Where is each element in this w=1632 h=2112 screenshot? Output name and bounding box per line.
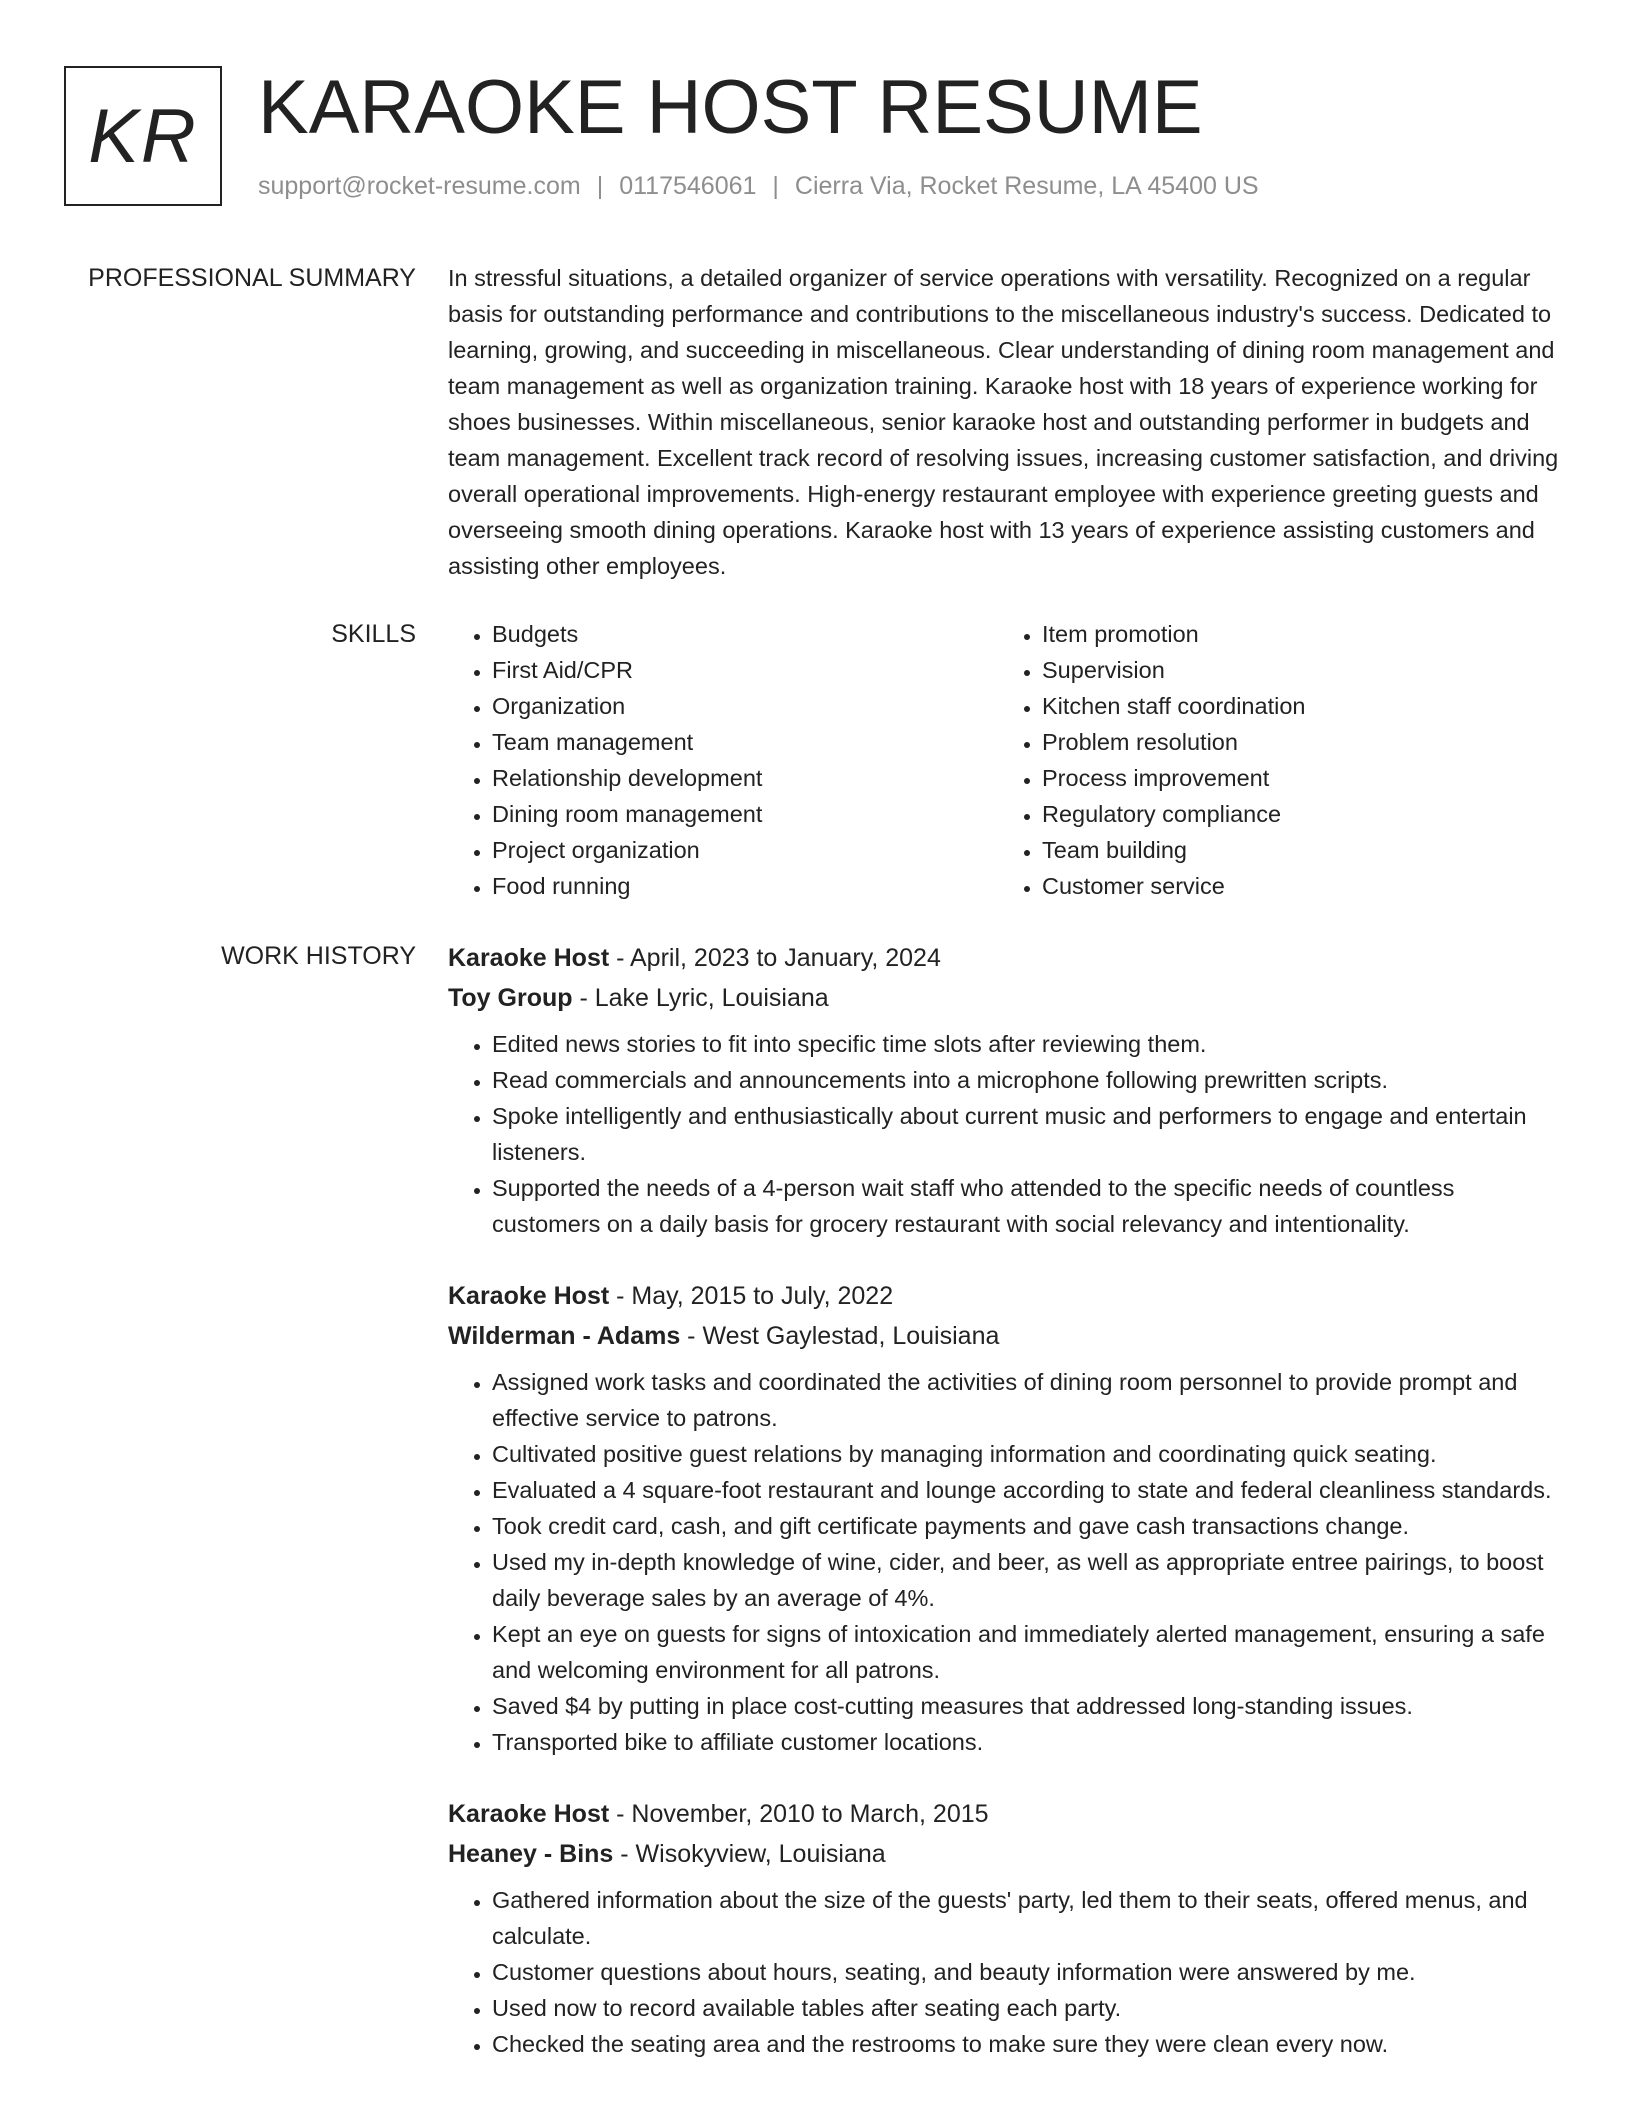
job-company: Heaney - Bins: [448, 1840, 614, 1868]
job-company-line: [448, 1316, 1568, 1356]
job-bullet: • Used my in-depth knowledge of wine, cider, and beer, as well as appropriate entree pairings, to boost daily beverage sales by an average of 4%.: [492, 1544, 1568, 1616]
job-entry: [448, 938, 1568, 1242]
work-history-heading: WORK HISTORY: [221, 942, 416, 970]
job-dates: - May, 2015 to July, 2022: [609, 1282, 894, 1310]
skills-list-right: [998, 616, 1548, 904]
contact-address: Cierra Via, Rocket Resume, LA 45400 US: [794, 172, 1259, 200]
job-bullet: • Assigned work tasks and coordinated the activities of dining room personnel to provide prompt and effective service to patrons.: [492, 1364, 1568, 1436]
job-bullet: • Evaluated a 4 square-foot restaurant and lounge according to state and federal cleanliness standards.: [492, 1472, 1568, 1508]
skill-item: • Process improvement: [1042, 760, 1548, 796]
job-bullet: • Supported the needs of a 4-person wait staff who attended to the specific needs of countless customers on a daily basis for grocery restaurant with social relevancy and intentionality.: [492, 1170, 1568, 1242]
job-bullets: [448, 1364, 1568, 1760]
contact-separator: |: [772, 172, 779, 200]
job-bullet: • Edited news stories to fit into specific time slots after reviewing them.: [492, 1026, 1568, 1062]
job-location: - West Gaylestad, Louisiana: [680, 1322, 1000, 1350]
skills-body: [448, 616, 1568, 904]
job-location: - Lake Lyric, Louisiana: [572, 984, 829, 1012]
job-bullet: • Read commercials and announcements into a microphone following prewritten scripts.: [492, 1062, 1568, 1098]
job-bullet: • Took credit card, cash, and gift certificate payments and gave cash transactions change.: [492, 1508, 1568, 1544]
skill-item: • Project organization: [492, 832, 998, 868]
job-entry: [448, 1276, 1568, 1760]
skill-item: • First Aid/CPR: [492, 652, 998, 688]
skills-list-left: [448, 616, 998, 904]
job-title-line: [448, 1276, 1568, 1316]
resume-title: KARAOKE HOST RESUME: [258, 65, 1203, 150]
job-dates: - November, 2010 to March, 2015: [609, 1800, 989, 1828]
job-bullet: • Transported bike to affiliate customer locations.: [492, 1724, 1568, 1760]
summary-heading: PROFESSIONAL SUMMARY: [88, 264, 416, 292]
summary-body: [448, 260, 1568, 584]
skill-item: • Relationship development: [492, 760, 998, 796]
job-bullet: • Checked the seating area and the restrooms to make sure they were clean every now.: [492, 2026, 1568, 2062]
skill-item: • Regulatory compliance: [1042, 796, 1548, 832]
skill-item: • Problem resolution: [1042, 724, 1548, 760]
contact-separator: |: [596, 172, 604, 200]
summary-text: In stressful situations, a detailed organizer of service operations with versatility. Recognized on a regular basis for outstanding performance and contributions to the miscellaneous industry's success. Dedicated to learning, growing, and succeeding in miscellaneous. Clear understanding of dining room management and team management as well as organization training. Karaoke host with 18 years of experience working for shoes businesses. Within miscellaneous, senior karaoke host and outstanding performer in budgets and team management. Excellent track record of resolving issues, increasing customer satisfaction, and driving overall operational improvements. High-energy restaurant employee with experience greeting guests and overseeing smooth dining operations. Karaoke host with 13 years of experience assisting customers and assisting other employees.: [448, 265, 1559, 579]
skill-item: • Item promotion: [1042, 616, 1548, 652]
job-company: Wilderman - Adams: [448, 1322, 681, 1350]
monogram-logo: KR: [64, 66, 222, 206]
job-bullet: • Saved $4 by putting in place cost-cutting measures that addressed long-standing issues.: [492, 1688, 1568, 1724]
job-title: Karaoke Host: [448, 1800, 610, 1828]
skill-item: • Kitchen staff coordination: [1042, 688, 1548, 724]
job-bullets: [448, 1882, 1568, 2062]
job-bullet: • Customer questions about hours, seating, and beauty information were answered by me.: [492, 1954, 1568, 1990]
job-company: Toy Group: [448, 984, 573, 1012]
skill-item: • Organization: [492, 688, 998, 724]
job-title-line: [448, 938, 1568, 978]
job-entry: [448, 1794, 1568, 2062]
skill-item: • Customer service: [1042, 868, 1548, 904]
skill-item: • Supervision: [1042, 652, 1548, 688]
job-bullet: • Cultivated positive guest relations by managing information and coordinating quick seating.: [492, 1436, 1568, 1472]
job-location: - Wisokyview, Louisiana: [613, 1840, 886, 1868]
skill-item: • Food running: [492, 868, 998, 904]
job-title: Karaoke Host: [448, 944, 610, 972]
job-company-line: [448, 1834, 1568, 1874]
job-bullets: [448, 1026, 1568, 1242]
job-bullet: • Used now to record available tables after seating each party.: [492, 1990, 1568, 2026]
job-title-line: [448, 1794, 1568, 1834]
contact-line: [258, 172, 1259, 201]
skill-item: • Budgets: [492, 616, 998, 652]
job-dates: - April, 2023 to January, 2024: [609, 944, 941, 972]
skills-heading: SKILLS: [331, 620, 416, 648]
work-history-body: [448, 938, 1568, 2096]
job-bullet: • Gathered information about the size of the guests' party, led them to their seats, offered menus, and calculate.: [492, 1882, 1568, 1954]
job-bullet: • Spoke intelligently and enthusiastically about current music and performers to engage and entertain listeners.: [492, 1098, 1568, 1170]
job-title: Karaoke Host: [448, 1282, 610, 1310]
job-bullet: • Kept an eye on guests for signs of intoxication and immediately alerted management, ensuring a safe and welcoming environment for all patrons.: [492, 1616, 1568, 1688]
resume-header: [64, 66, 1564, 216]
skill-item: • Dining room management: [492, 796, 998, 832]
job-company-line: [448, 978, 1568, 1018]
skill-item: • Team management: [492, 724, 998, 760]
skill-item: • Team building: [1042, 832, 1548, 868]
contact-phone: 0117546061: [619, 172, 757, 200]
contact-email: support@rocket-resume.com: [258, 172, 581, 200]
